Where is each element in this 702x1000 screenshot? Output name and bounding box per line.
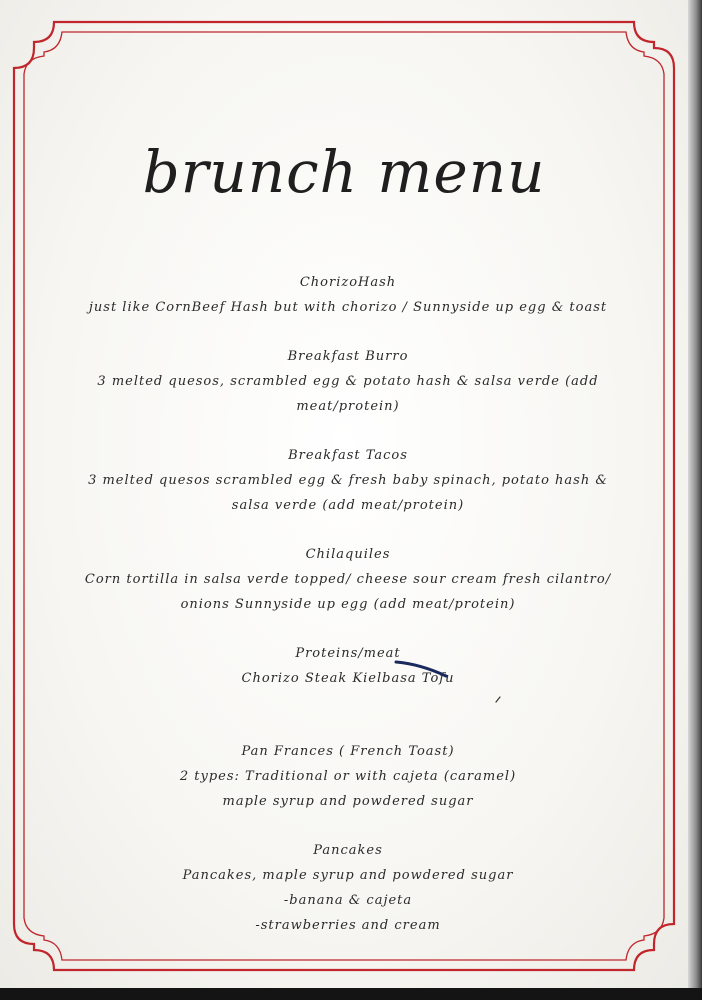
section-title: Proteins/meat — [295, 646, 401, 661]
section-description: meat/protein) — [296, 399, 400, 414]
section-description: Pancakes, maple syrup and powdered sugar — [182, 868, 514, 883]
section-description: onions Sunnyside up egg (add meat/protein) — [180, 597, 516, 612]
section-description: -banana & cajeta — [283, 893, 413, 908]
section-title: ChorizoHash — [299, 275, 397, 290]
section-description: -strawberries and cream — [255, 918, 441, 933]
section-title: Breakfast Tacos — [288, 448, 408, 463]
section-description: 3 melted quesos, scrambled egg & potato hash & salsa verde (add — [97, 374, 599, 389]
section-description: 2 types: Traditional or with cajeta (caramel) — [179, 769, 517, 784]
section-title: Pancakes — [313, 843, 383, 858]
page-edge-shadow — [688, 0, 702, 988]
section-title: Breakfast Burro — [287, 349, 409, 364]
section-description: maple syrup and powdered sugar — [222, 794, 474, 809]
section-description: Corn tortilla in salsa verde topped/ cheese sour cream fresh cilantro/ — [84, 572, 612, 587]
section-description: salsa verde (add meat/protein) — [231, 498, 465, 513]
section-title: Pan Frances ( French Toast) — [241, 744, 455, 759]
section-description: Chorizo Steak Kielbasa Tofu — [241, 671, 455, 686]
bottom-bar — [0, 988, 702, 1000]
section-title: Chilaquiles — [305, 547, 391, 562]
section-description: 3 melted quesos scrambled egg & fresh baby spinach, potato hash & — [88, 473, 608, 488]
section-description: just like CornBeef Hash but with chorizo / Sunnyside up egg & toast — [88, 300, 608, 315]
menu-title: brunch menu — [142, 138, 546, 206]
